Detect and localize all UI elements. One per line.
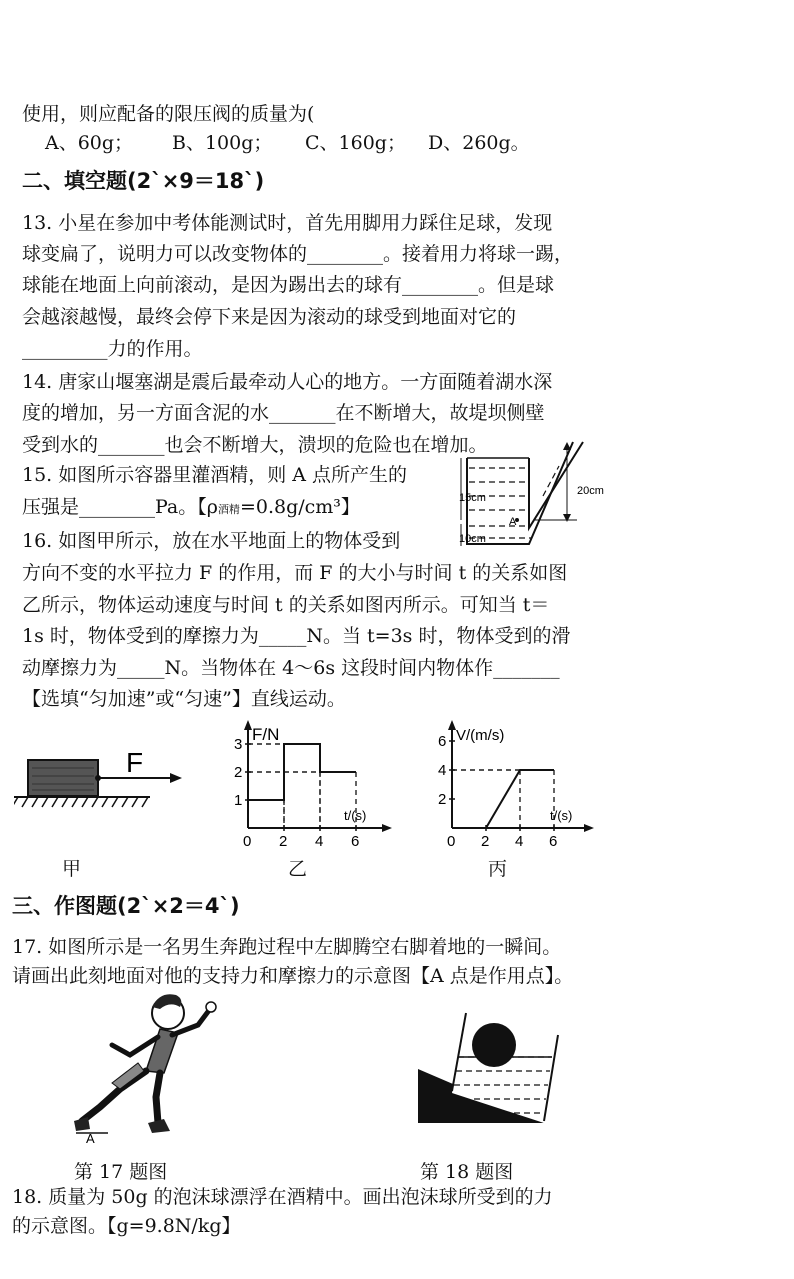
q14-line-2: 度的增加，另一方面含泥的水_______在不断增大，故堤坝侧壁 [22,402,545,424]
q15-label-10cm: 10cm [459,533,486,545]
q16-line-1: 16. 如图甲所示，放在水平地面上的物体受到 [22,530,401,552]
q15-container-figure [455,436,615,556]
bing-xtick-0: 0 [447,833,456,850]
graph-yi-xlabel: t/(s) [344,808,367,823]
graph-bing-xlabel: t/(s) [550,808,573,823]
figure-18-caption: 第 18 题图 [420,1161,514,1183]
q15-label-15cm: 15cm [459,492,486,504]
q18-container-figure [412,1005,562,1135]
q15-label-20cm: 20cm [577,485,604,497]
bing-xtick-4: 4 [515,833,524,850]
q16-line-4: 1s 时，物体受到的摩擦力为_____N。当 t=3s 时，物体受到的滑 [22,625,571,647]
yi-xtick-0: 0 [243,833,252,850]
bing-ytick-6: 6 [438,733,447,750]
yi-ytick-2: 2 [234,764,243,781]
yi-xtick-6: 6 [351,833,360,850]
q14-line-1: 14. 唐家山堰塞湖是震后最牵动人心的地方。一方面随着湖水深 [22,371,553,393]
q15-line-2 [22,494,360,523]
q16-line-5: 动摩擦力为_____N。当物体在 4～6s 这段时间内物体作_______ [22,657,560,679]
bing-xtick-2: 2 [481,833,490,850]
section-3-heading: 三、作图题(2`×2＝4`) [12,894,240,918]
q12-option-c: C、160g； [305,132,406,154]
q16-graph-yi [218,718,394,850]
q14-line-3: 受到水的_______也会不断增大，溃坝的危险也在增加。 [22,434,488,456]
yi-xtick-4: 4 [315,833,324,850]
q15-point-a: A [509,516,517,528]
force-f-label: F [126,747,144,778]
yi-xtick-2: 2 [279,833,288,850]
yi-ytick-1: 1 [234,792,243,809]
q18-line-2: 的示意图。【g=9.8N/kg】 [12,1215,241,1237]
q17-runner-figure [60,985,240,1145]
section-2-heading: 二、填空题(2`×9＝18`) [22,169,265,193]
q13-line-2: 球变扁了，说明力可以改变物体的________。接着用力将球一踢， [22,243,574,265]
figure-17-caption: 第 17 题图 [74,1161,168,1183]
figure-bing-caption: 丙 [488,858,508,880]
figure-jia-caption: 甲 [62,858,82,880]
q13-line-3: 球能在地面上向前滚动，是因为踢出去的球有________。但是球 [22,274,555,296]
q12-option-d: D、260g。 [428,132,530,154]
bing-xtick-6: 6 [549,833,558,850]
graph-yi-ylabel: F/N [252,725,280,744]
runner-point-a: A [86,1131,95,1145]
q18-line-1: 18. 质量为 50g 的泡沫球漂浮在酒精中。画出泡沫球所受到的力 [12,1186,553,1208]
q15-line-1: 15. 如图所示容器里灌酒精，则 A 点所产生的 [22,464,408,486]
yi-ytick-3: 3 [234,736,243,753]
q17-line-2: 请画出此刻地面对他的支持力和摩擦力的示意图【A 点是作用点】。 [12,965,574,987]
q15-line-2-a: 压强是________Pa。【ρ [22,496,218,518]
bing-series-line [452,770,554,828]
q15-density-subscript: 酒精 [217,503,240,516]
q12-option-a: A、60g； [45,132,134,154]
q12-option-b: B、100g； [172,132,273,154]
graph-bing-ylabel: V/(m/s) [456,727,505,744]
q16-graph-bing [420,718,596,850]
q16-line-6: 【选填“匀加速”或“匀速”】直线运动。 [22,688,346,710]
q12-text: 使用，则应配备的限压阀的质量为( [22,103,315,125]
q16-figure-jia [14,740,194,830]
bing-ytick-2: 2 [438,791,447,808]
q15-line-2-b: =0.8g/cm³】 [239,496,360,518]
q13-line-4: 会越滚越慢，最终会停下来是因为滚动的球受到地面对它的 [22,306,517,328]
q13-line-1: 13. 小星在参加中考体能测试时，首先用脚用力踩住足球，发现 [22,212,553,234]
bing-ytick-4: 4 [438,762,447,779]
q16-line-2: 方向不变的水平拉力 F 的作用，而 F 的大小与时间 t 的关系如图 [22,562,568,584]
figure-yi-caption: 乙 [288,858,308,880]
q17-line-1: 17. 如图所示是一名男生奔跑过程中左脚腾空右脚着地的一瞬间。 [12,936,562,958]
q16-line-3: 乙所示，物体运动速度与时间 t 的关系如图丙所示。可知当 t＝ [22,594,550,616]
q13-line-5: _________力的作用。 [22,338,203,360]
